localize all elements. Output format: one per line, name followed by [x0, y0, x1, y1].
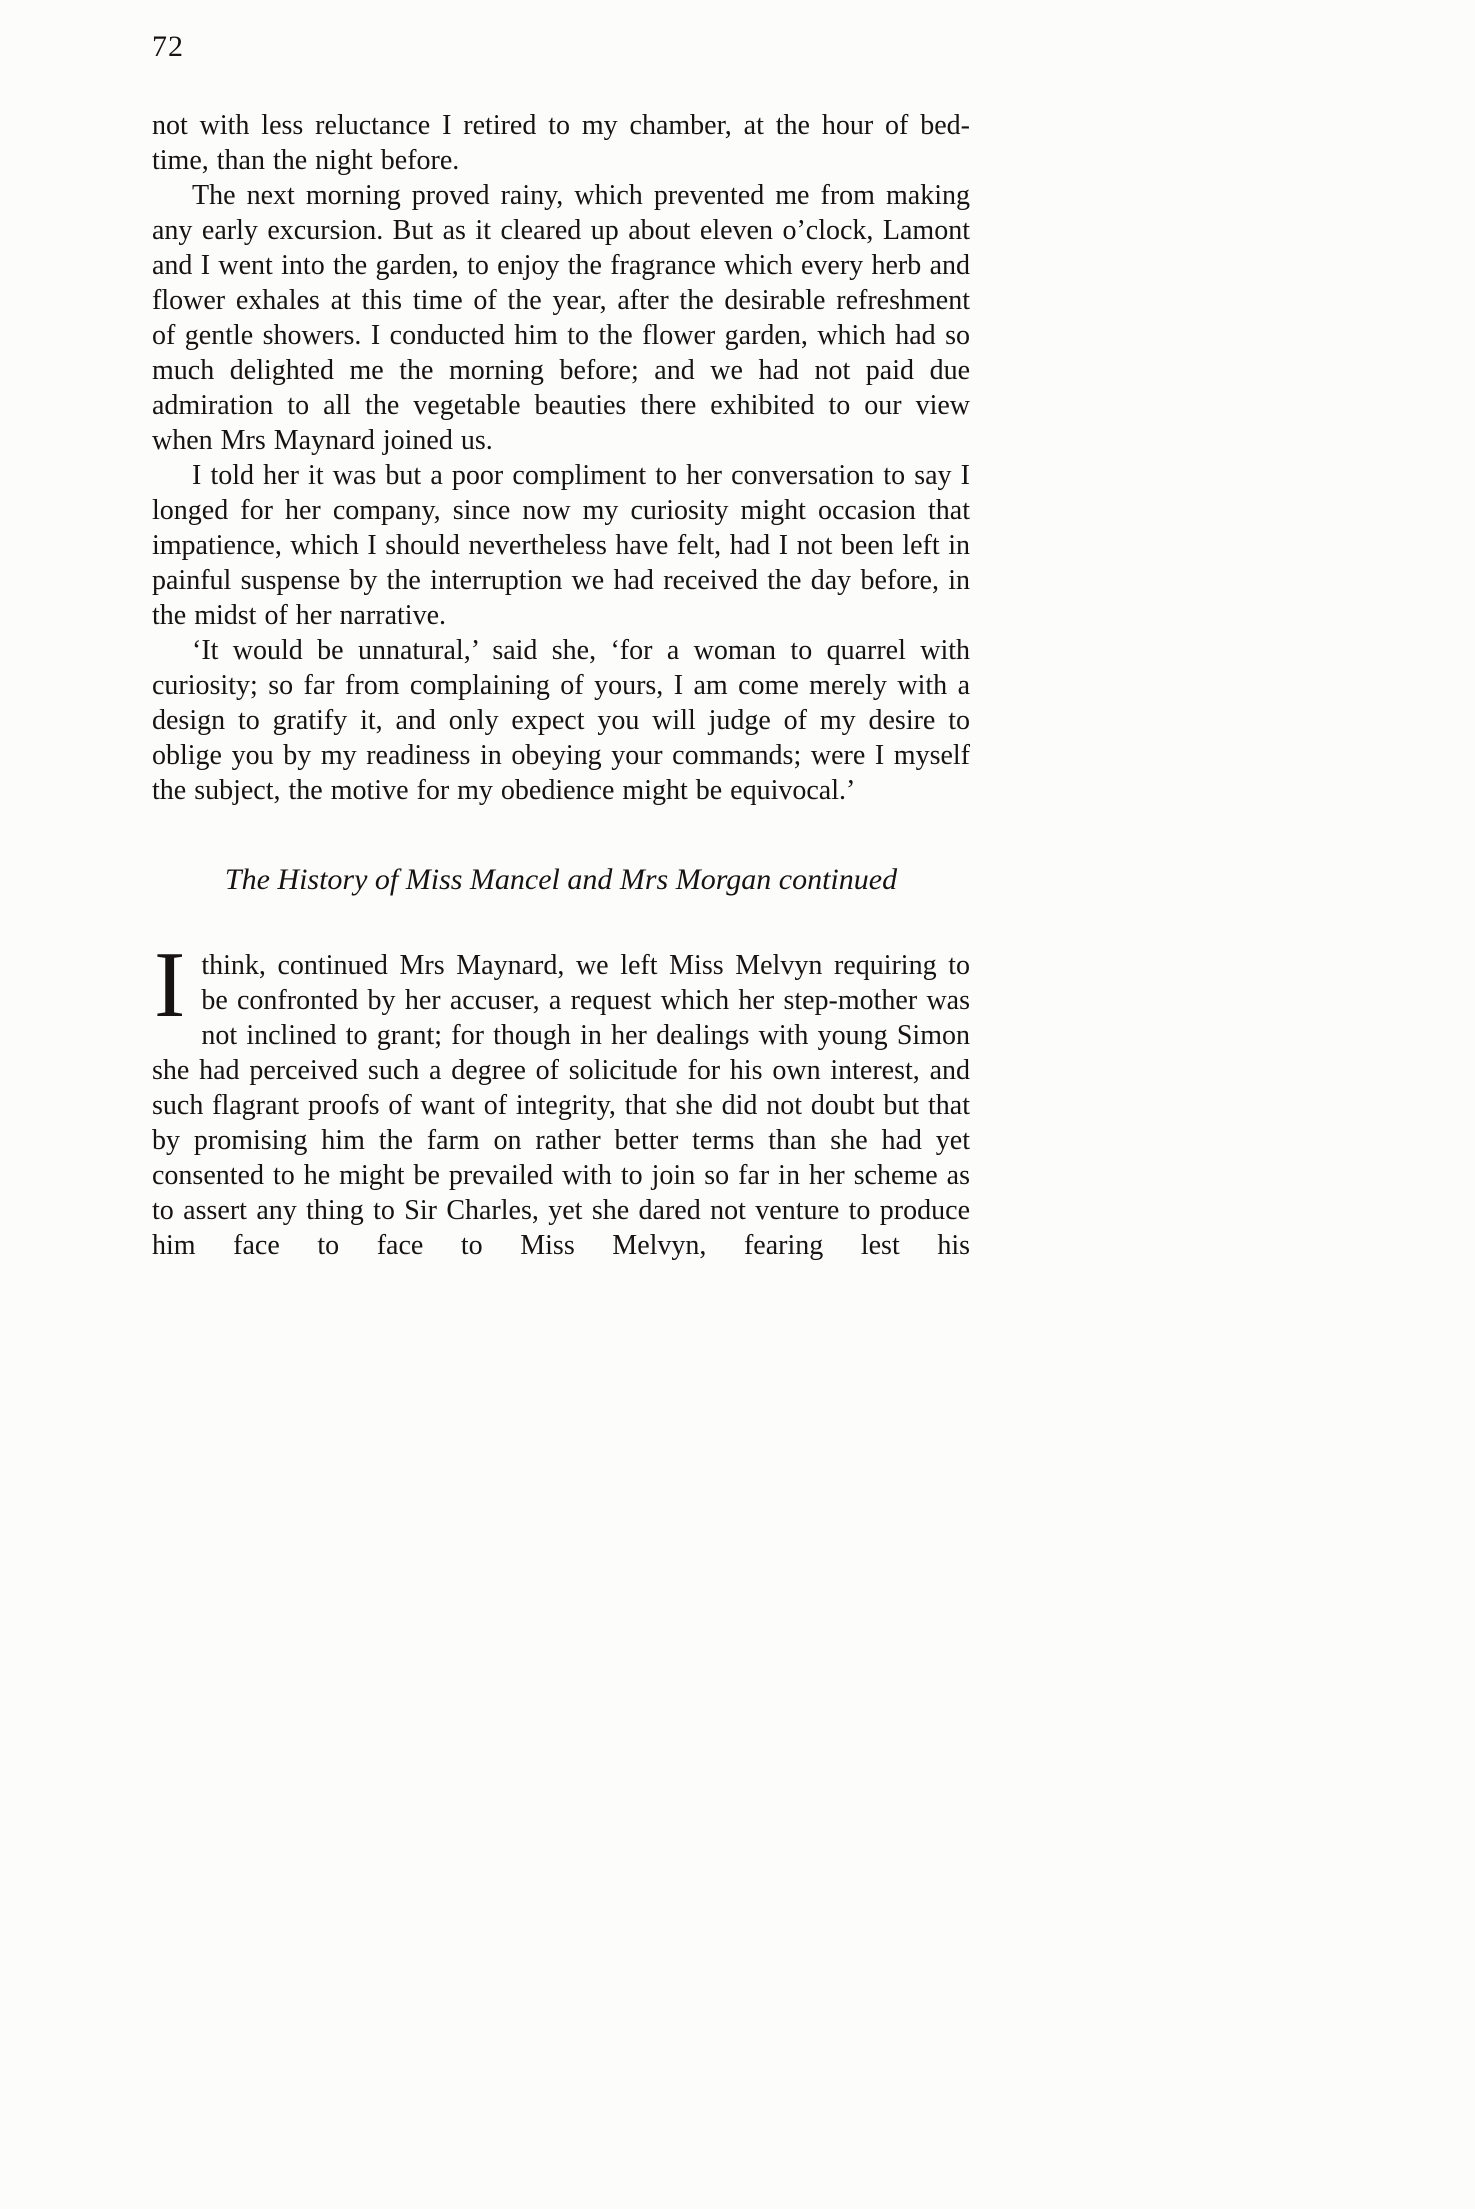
paragraph-with-dropcap — [152, 948, 970, 1263]
page-number: 72 — [152, 30, 184, 63]
section-heading: The History of Miss Mancel and Mrs Morgan continued — [224, 863, 898, 896]
paragraph: I told her it was but a poor compliment to her conversation to say I longed for her company, since now my curiosity might occasion that impatience, which I should nevertheless have felt, had I not been left in painful suspense by the interruption we had received the day before, in the midst of her narrative. — [152, 460, 970, 631]
drop-cap: I — [154, 948, 186, 1037]
paragraph: not with less reluctance I retired to my chamber, at the hour of bed-time, than the night before. — [152, 110, 970, 176]
page-content — [152, 30, 970, 1263]
paragraph: ‘It would be unnatural,’ said she, ‘for a woman to quarrel with curiosity; so far from complaining of yours, I am come merely with a design to gratify it, and only expect you will judge of my desire to oblige you by my readiness in obeying your commands; were I myself the subject, the motive for my obedience might be equivocal.’ — [152, 635, 970, 806]
paragraph-text: think, continued Mrs Maynard, we left Miss Melvyn requiring to be confronted by her accuser, a request which her step-mother was not inclined to grant; for though in her dealings with young Simon she had perceived such a degree of solicitude for his own interest, and such flagrant proofs of want of integrity, that she did not doubt but that by promising him the farm on rather better terms than she had yet consented to he might be prevailed with to join so far in her scheme as to assert any thing to Sir Charles, yet she dared not venture to produce him face to face to Miss Melvyn, fearing lest his — [152, 950, 970, 1261]
paragraph: The next morning proved rainy, which prevented me from making any early excursion. But as it cleared up about eleven o’clock, Lamont and I went into the garden, to enjoy the fragrance which every herb and flower exhales at this time of the year, after the desirable refreshment of gentle showers. I conducted him to the flower garden, which had so much delighted me the morning before; and we had not paid due admiration to all the vegetable beauties there exhibited to our view when Mrs Maynard joined us. — [152, 180, 970, 456]
